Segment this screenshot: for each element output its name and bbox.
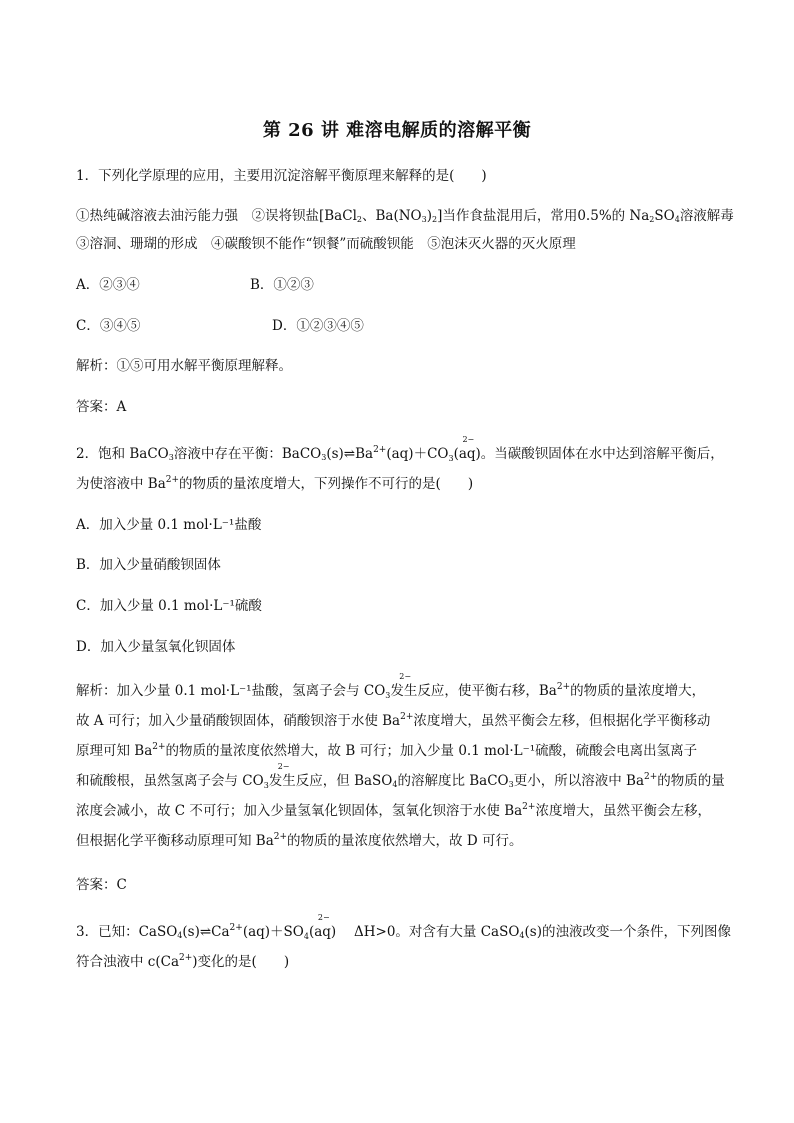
subscript: 2 <box>649 215 655 224</box>
analysis-text: 浓度会减小，故 C 不可行；加入少量氢氧化钡固体，氢氧化钡溶于水使 Ba <box>76 803 523 819</box>
q2-option-d: D．加入少量氢氧化钡固体 <box>76 639 236 655</box>
q2-analysis-row <box>76 762 725 796</box>
q2-stem-line1 <box>76 435 724 468</box>
subscript: 3 <box>321 453 327 462</box>
superscript: 2+ <box>179 953 193 963</box>
q1-items-text: ①热纯碱溶液去油污能力强 ②误将钡盐[BaCl <box>76 208 357 224</box>
subscript: 3 <box>448 454 454 463</box>
q2-stem-line2 <box>76 475 473 493</box>
q1-items-text: SO <box>654 208 675 224</box>
analysis-text: 发生反应，使平衡右移，Ba <box>390 683 557 699</box>
q2-analysis <box>76 672 725 856</box>
analysis-text: 更小，所以溶液中 Ba <box>513 773 644 789</box>
subscript: 3 <box>508 780 514 789</box>
q3-stem-line1 <box>76 913 731 946</box>
subscript: 3 <box>385 691 391 700</box>
q2-analysis-row <box>76 706 724 736</box>
analysis-text: 但根据化学平衡移动原理可知 Ba <box>76 833 274 849</box>
q1-stem: 1．下列化学原理的应用，主要用沉淀溶解平衡原理来解释的是( ) <box>76 168 487 184</box>
q3-stem-text: (aq) ΔH>0。对含有大量 CaSO <box>308 924 520 940</box>
q2-analysis-row <box>76 826 724 856</box>
q2-option-a: A．加入少量 0.1 mol·L⁻¹盐酸 <box>76 517 262 533</box>
analysis-text: 浓度增大，虽然平衡会左移，但根据化学平衡移动 <box>413 713 711 729</box>
charge-label: 2− <box>399 672 412 681</box>
q1-analysis: 解析：①⑤可用水解平衡原理解释。 <box>76 358 292 374</box>
subscript: 4 <box>519 931 525 940</box>
superscript: 2+ <box>644 772 658 782</box>
subscript: 3 <box>168 453 174 462</box>
analysis-text: 的物质的量浓度依然增大，故 B 可行；加入少量 0.1 mol·L⁻¹硫酸，硫酸会电离出氢离子 <box>165 743 698 759</box>
subscript: 4 <box>177 931 183 940</box>
sulfate-ion-mark <box>303 913 330 946</box>
q3-stem-text: (s)的浊液改变一个条件，下列图像 <box>524 924 731 940</box>
superscript: 2+ <box>400 712 414 722</box>
analysis-text: 和硫酸根，虽然氢离子会与 CO <box>76 773 264 789</box>
q2-answer: 答案：C <box>76 877 127 893</box>
analysis-text: 的物质的量浓度依然增大，故 D 可行。 <box>287 833 523 849</box>
q2-option-c: C．加入少量 0.1 mol·L⁻¹硫酸 <box>76 598 262 614</box>
analysis-text: 故 A 可行；加入少量硝酸钡固体，硝酸钡溶于水使 Ba <box>76 713 401 729</box>
q1-items-text: 、Ba(NO <box>361 208 422 224</box>
q1-items-text: ]当作食盐混用后，常用0.5%的 Na <box>437 208 650 224</box>
q2-stem-text: 为使溶液中 Ba <box>76 476 166 492</box>
superscript: 2+ <box>522 802 536 812</box>
q2-analysis-row <box>76 796 724 826</box>
subscript: 3 <box>263 781 269 790</box>
q2-stem-text: (s)⇌Ba <box>326 446 374 462</box>
q2-stem-text: 2．饱和 BaCO <box>76 446 169 462</box>
q3-stem-text: (aq)＋SO <box>242 924 304 940</box>
subscript: 2 <box>431 215 438 224</box>
q1-answer: 答案：A <box>76 399 127 415</box>
subscript: 2 <box>356 215 362 224</box>
analysis-text: 浓度增大，虽然平衡会左移， <box>535 803 711 819</box>
q2-stem-text: (aq)。当碳酸钡固体在水中达到溶解平衡后， <box>453 446 724 462</box>
carbonate-ion-mark <box>385 672 412 711</box>
q3-stem-text: )变化的是( ) <box>192 954 290 970</box>
q1-items-text: ) <box>426 208 432 224</box>
analysis-text: 的物质的量浓度增大， <box>570 683 706 699</box>
superscript: 2+ <box>229 923 243 933</box>
carbonate-ion-mark <box>263 762 290 801</box>
page-title: 第 26 讲 难溶电解质的溶解平衡 <box>262 120 532 141</box>
analysis-text: 的溶解度比 BaCO <box>397 773 509 789</box>
q1-items-line1 <box>76 207 734 225</box>
analysis-text: 原理可知 Ba <box>76 743 153 759</box>
subscript: 4 <box>674 215 680 224</box>
charge-label: 2− <box>317 913 330 922</box>
q1-option-a: A．②③④ <box>76 277 140 293</box>
q3-stem-text: (s)⇌Ca <box>182 924 230 940</box>
q2-option-b: B．加入少量硝酸钡固体 <box>76 557 221 573</box>
analysis-text: 解析：加入少量 0.1 mol·L⁻¹盐酸，氢离子会与 CO <box>76 683 386 699</box>
superscript: 2+ <box>273 832 288 842</box>
q2-stem-text: 的物质的量浓度增大，下列操作不可行的是( ) <box>179 476 474 492</box>
q2-analysis-row <box>76 672 724 706</box>
analysis-text: 的物质的量 <box>657 773 725 789</box>
subscript: 3 <box>421 215 427 224</box>
q3-stem-line2 <box>76 953 289 971</box>
carbonate-ion-mark <box>448 435 475 468</box>
subscript: 4 <box>303 932 309 941</box>
superscript: 2+ <box>556 682 571 692</box>
analysis-text: 发生反应，但 BaSO <box>268 773 393 789</box>
q1-option-d: D．①②③④⑤ <box>272 318 364 334</box>
q3-stem-text: 3．已知：CaSO <box>76 924 178 940</box>
q3-stem-text: 符合浊液中 c(Ca <box>76 954 179 970</box>
superscript: 2+ <box>165 475 180 485</box>
q1-items-line2: ③溶洞、珊瑚的形成 ④碳酸钡不能作“钡餐”而硫酸钡能 ⑤泡沫灭火器的灭火原理 <box>76 236 576 252</box>
subscript: 4 <box>392 780 398 789</box>
charge-label: 2− <box>277 762 290 771</box>
q1-items-text: 溶液解毒 <box>679 208 734 224</box>
q1-option-b: B．①②③ <box>250 277 314 293</box>
q2-stem-text: (aq)＋CO <box>386 446 449 462</box>
q1-option-c: C．③④⑤ <box>76 318 141 334</box>
q2-analysis-row <box>76 736 724 766</box>
superscript: 2+ <box>152 742 166 752</box>
charge-label: 2− <box>462 435 475 444</box>
superscript: 2+ <box>373 445 387 455</box>
q2-stem-text: 溶液中存在平衡：BaCO <box>173 446 322 462</box>
